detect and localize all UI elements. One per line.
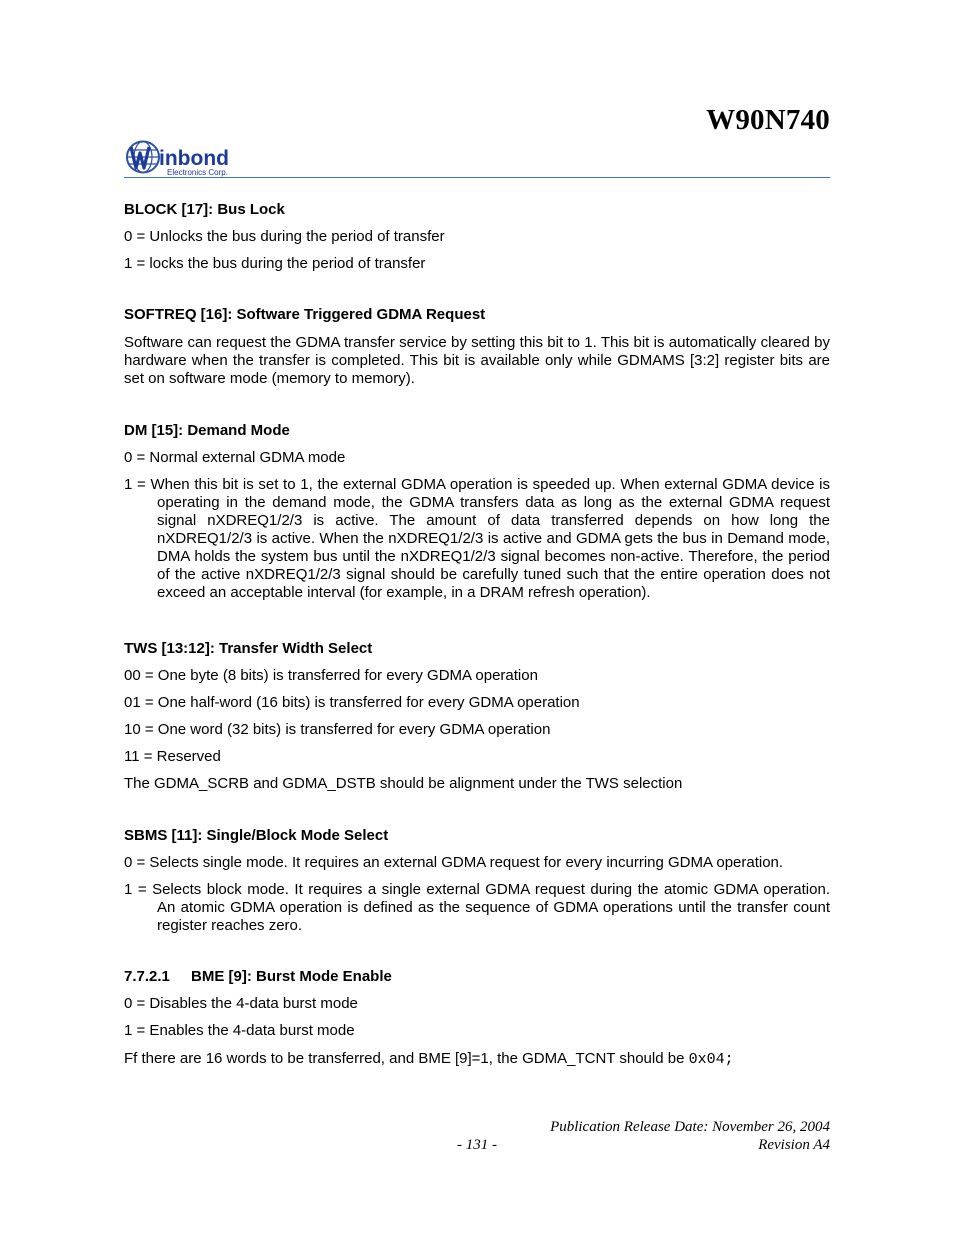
header-rule (124, 177, 830, 178)
tws-note: The GDMA_SCRB and GDMA_DSTB should be alignment under the TWS selection (124, 775, 683, 792)
tws-line-11: 11 = Reserved (124, 748, 221, 765)
footer-release-date: Publication Release Date: November 26, 2004 (550, 1119, 830, 1135)
winbond-logo (125, 139, 255, 179)
bme-line-1: 1 = Enables the 4-data burst mode (124, 1022, 355, 1039)
tws-line-00: 00 = One byte (8 bits) is transferred for every GDMA operation (124, 667, 538, 684)
bme-note (124, 1050, 830, 1069)
tws-line-10: 10 = One word (32 bits) is transferred for every GDMA operation (124, 721, 551, 738)
softreq-heading: SOFTREQ [16]: Software Triggered GDMA Request (124, 306, 486, 323)
document-body (124, 201, 830, 1069)
tws-heading: TWS [13:12]: Transfer Width Select (124, 640, 373, 657)
sbms-line-1: 1 = Selects block mode. It requires a single external GDMA request during the atomic GDMA operation. An atomic GDMA operation is defined as the sequence of GDMA operations until the transfer count register reaches zero. (124, 881, 830, 934)
block-line-0: 0 = Unlocks the bus during the period of transfer (124, 228, 445, 245)
block-line-1: 1 = locks the bus during the period of transfer (124, 255, 426, 272)
footer-revision: Revision A4 (758, 1137, 830, 1153)
bme-section-number: 7.7.2.1 (124, 968, 170, 985)
tws-line-01: 01 = One half-word (16 bits) is transferred for every GDMA operation (124, 694, 580, 711)
bme-line-0: 0 = Disables the 4-data burst mode (124, 995, 358, 1012)
winbond-globe-icon (127, 142, 159, 173)
bme-note-code: 0x04; (688, 1051, 734, 1068)
document-title: W90N740 (706, 104, 830, 136)
block-heading: BLOCK [17]: Bus Lock (124, 201, 285, 218)
sbms-heading: SBMS [11]: Single/Block Mode Select (124, 827, 389, 844)
softreq-body: Software can request the GDMA transfer service by setting this bit to 1. This bit is automatically cleared by hardware when the transfer is completed. This bit is available only while GDMAMS [3:2] register bits are set on software mode (memory to memory). (124, 334, 830, 387)
footer-page-number: - 131 - (457, 1137, 497, 1153)
dm-heading: DM [15]: Demand Mode (124, 422, 290, 439)
footer-line-2 (124, 1137, 830, 1155)
bme-heading (124, 968, 830, 986)
dm-line-0: 0 = Normal external GDMA mode (124, 449, 346, 466)
logo-subtitle: Electronics Corp. (167, 168, 228, 177)
logo-wordmark: inbond (159, 147, 229, 170)
sbms-line-0: 0 = Selects single mode. It requires an external GDMA request for every incurring GDMA operation. (124, 854, 784, 871)
dm-line-1: 1 = When this bit is set to 1, the external GDMA operation is speeded up. When external GDMA device is operating in the demand mode, the GDMA transfers data as long as the external GDMA request signal nXDREQ1/2/3 is active. The amount of data transferred depends on how long the nXDREQ1/2/3 is active. When the nXDREQ1/2/3 is active and GDMA gets the bus in Demand mode, DMA holds the system bus until the nXDREQ1/2/3 signal becomes non-active. Therefore, the period of the active nXDREQ1/2/3 signal should be carefully tuned such that the entire operation does not exceed an acceptable interval (for example, in a DRAM refresh operation). (124, 476, 830, 601)
bme-note-text: Ff there are 16 words to be transferred, and BME [9]=1, the GDMA_TCNT should be (124, 1050, 689, 1067)
bme-heading-text: BME [9]: Burst Mode Enable (191, 968, 392, 985)
footer-line-1 (124, 1119, 830, 1137)
